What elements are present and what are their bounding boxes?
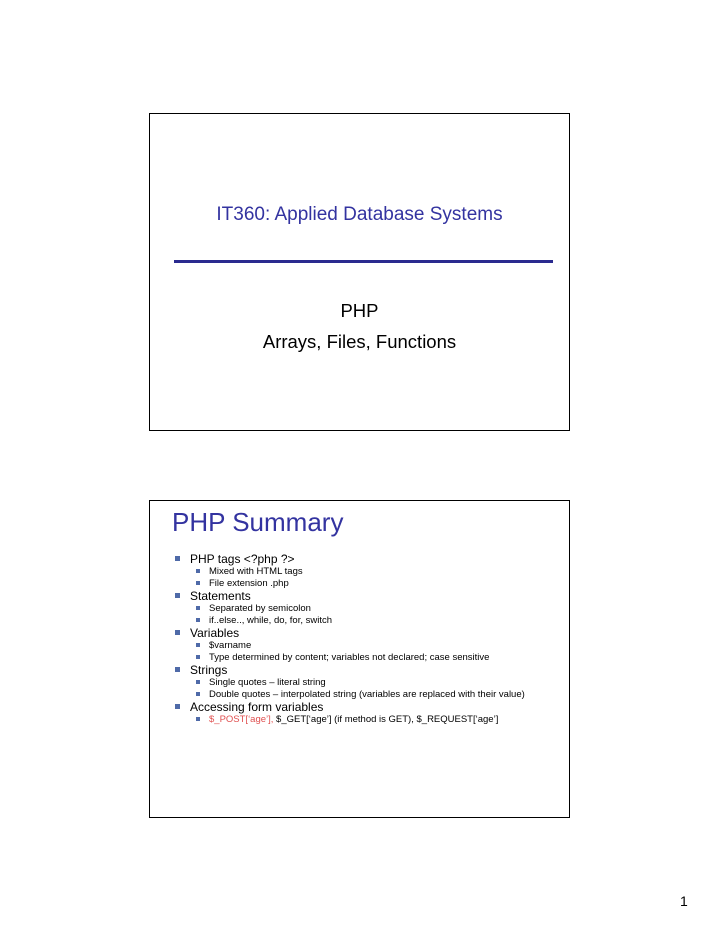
sub-bullet: Separated by semicolon <box>196 603 554 615</box>
sub-bullet: Double quotes – interpolated string (variables are replaced with their value) <box>196 689 554 701</box>
summary-slide <box>149 500 570 818</box>
bullet-variables: Variables <box>174 626 554 640</box>
sub-bullet: $varname <box>196 640 554 652</box>
title-divider <box>174 260 553 263</box>
slide-title: PHP Summary <box>172 507 344 537</box>
bullet-statements: Statements <box>174 589 554 603</box>
sub-bullet-form-access <box>196 714 554 726</box>
sub-bullet: Single quotes – literal string <box>196 677 554 689</box>
sub-bullet: File extension .php <box>196 578 554 590</box>
sub-bullet: Mixed with HTML tags <box>196 566 554 578</box>
title-slide <box>149 113 570 431</box>
post-highlight: $_POST[‘age’], <box>209 714 274 725</box>
bullet-strings: Strings <box>174 663 554 677</box>
topic-line-2: Arrays, Files, Functions <box>262 331 457 352</box>
sub-bullet: if..else.., while, do, for, switch <box>196 615 554 627</box>
bullet-php-tags: PHP tags <?php ?> <box>174 552 554 566</box>
topic-line-1: PHP <box>340 300 379 321</box>
course-title: IT360: Applied Database Systems <box>216 204 503 225</box>
get-request-text: $_GET[‘age’] (if method is GET), $_REQUEST[‘age’] <box>273 714 499 725</box>
bullet-form-variables: Accessing form variables <box>174 700 554 714</box>
page-number: 1 <box>680 893 688 909</box>
bullet-list <box>174 552 554 726</box>
sub-bullet: Type determined by content; variables not declared; case sensitive <box>196 652 554 664</box>
